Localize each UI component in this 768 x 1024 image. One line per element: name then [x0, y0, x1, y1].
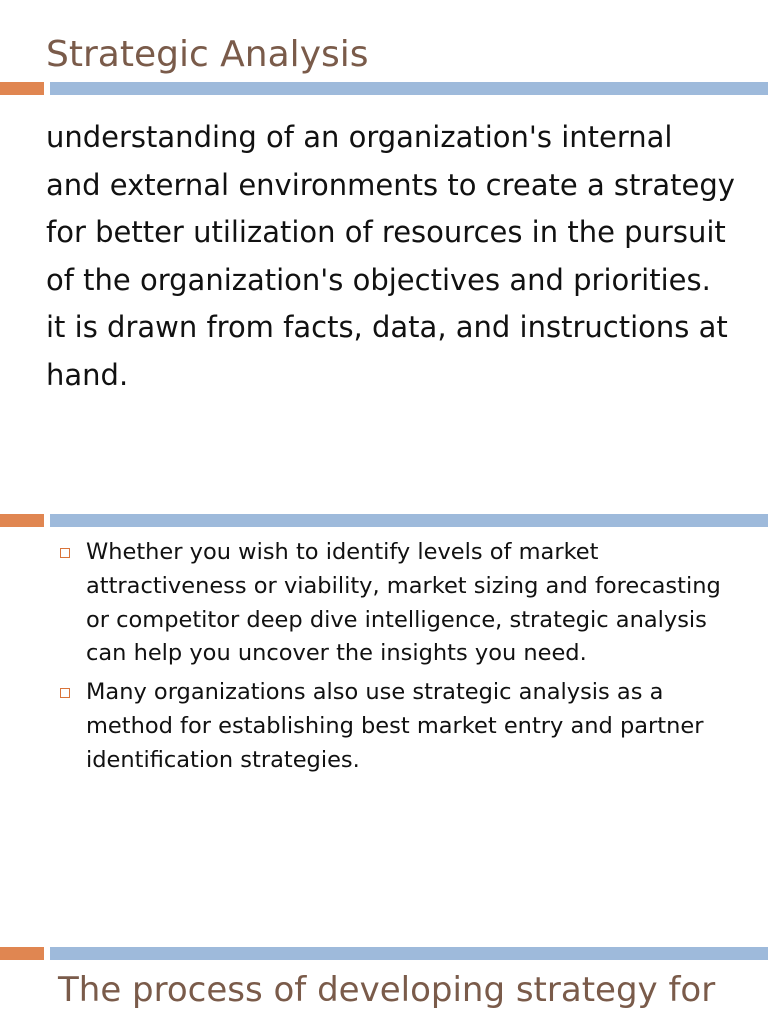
bullet-text: Many organizations also use strategic analysis as a method for establishing best market entry and partner identification strategies. — [86, 679, 704, 773]
divider-accent-orange — [0, 82, 44, 95]
divider-accent-blue — [50, 82, 768, 95]
slide-title: Strategic Analysis — [46, 34, 369, 75]
title-divider — [0, 82, 768, 95]
bullet-item — [60, 536, 740, 671]
next-slide-title: The process of developing strategy for — [58, 970, 716, 1010]
hollow-square-bullet-icon — [60, 688, 70, 698]
slide-body-text: understanding of an organization's internal and external environments to create a strategy for better utilization of resources in the pursuit of the organization's objectives and priorities. it is drawn from facts, data, and instructions at hand. — [46, 120, 735, 392]
divider-accent-blue — [50, 514, 768, 527]
divider-accent-blue — [50, 947, 768, 960]
hollow-square-bullet-icon — [60, 548, 70, 558]
slide-divider — [0, 947, 768, 960]
divider-accent-orange — [0, 514, 44, 527]
slide-divider — [0, 514, 768, 527]
bullet-text: Whether you wish to identify levels of market attractiveness or viability, market sizing and forecasting or competitor deep dive intelligence, strategic analysis can help you uncover the insights you need. — [86, 539, 721, 667]
bullet-item — [60, 676, 740, 777]
divider-accent-orange — [0, 947, 44, 960]
bullet-list — [60, 536, 740, 783]
